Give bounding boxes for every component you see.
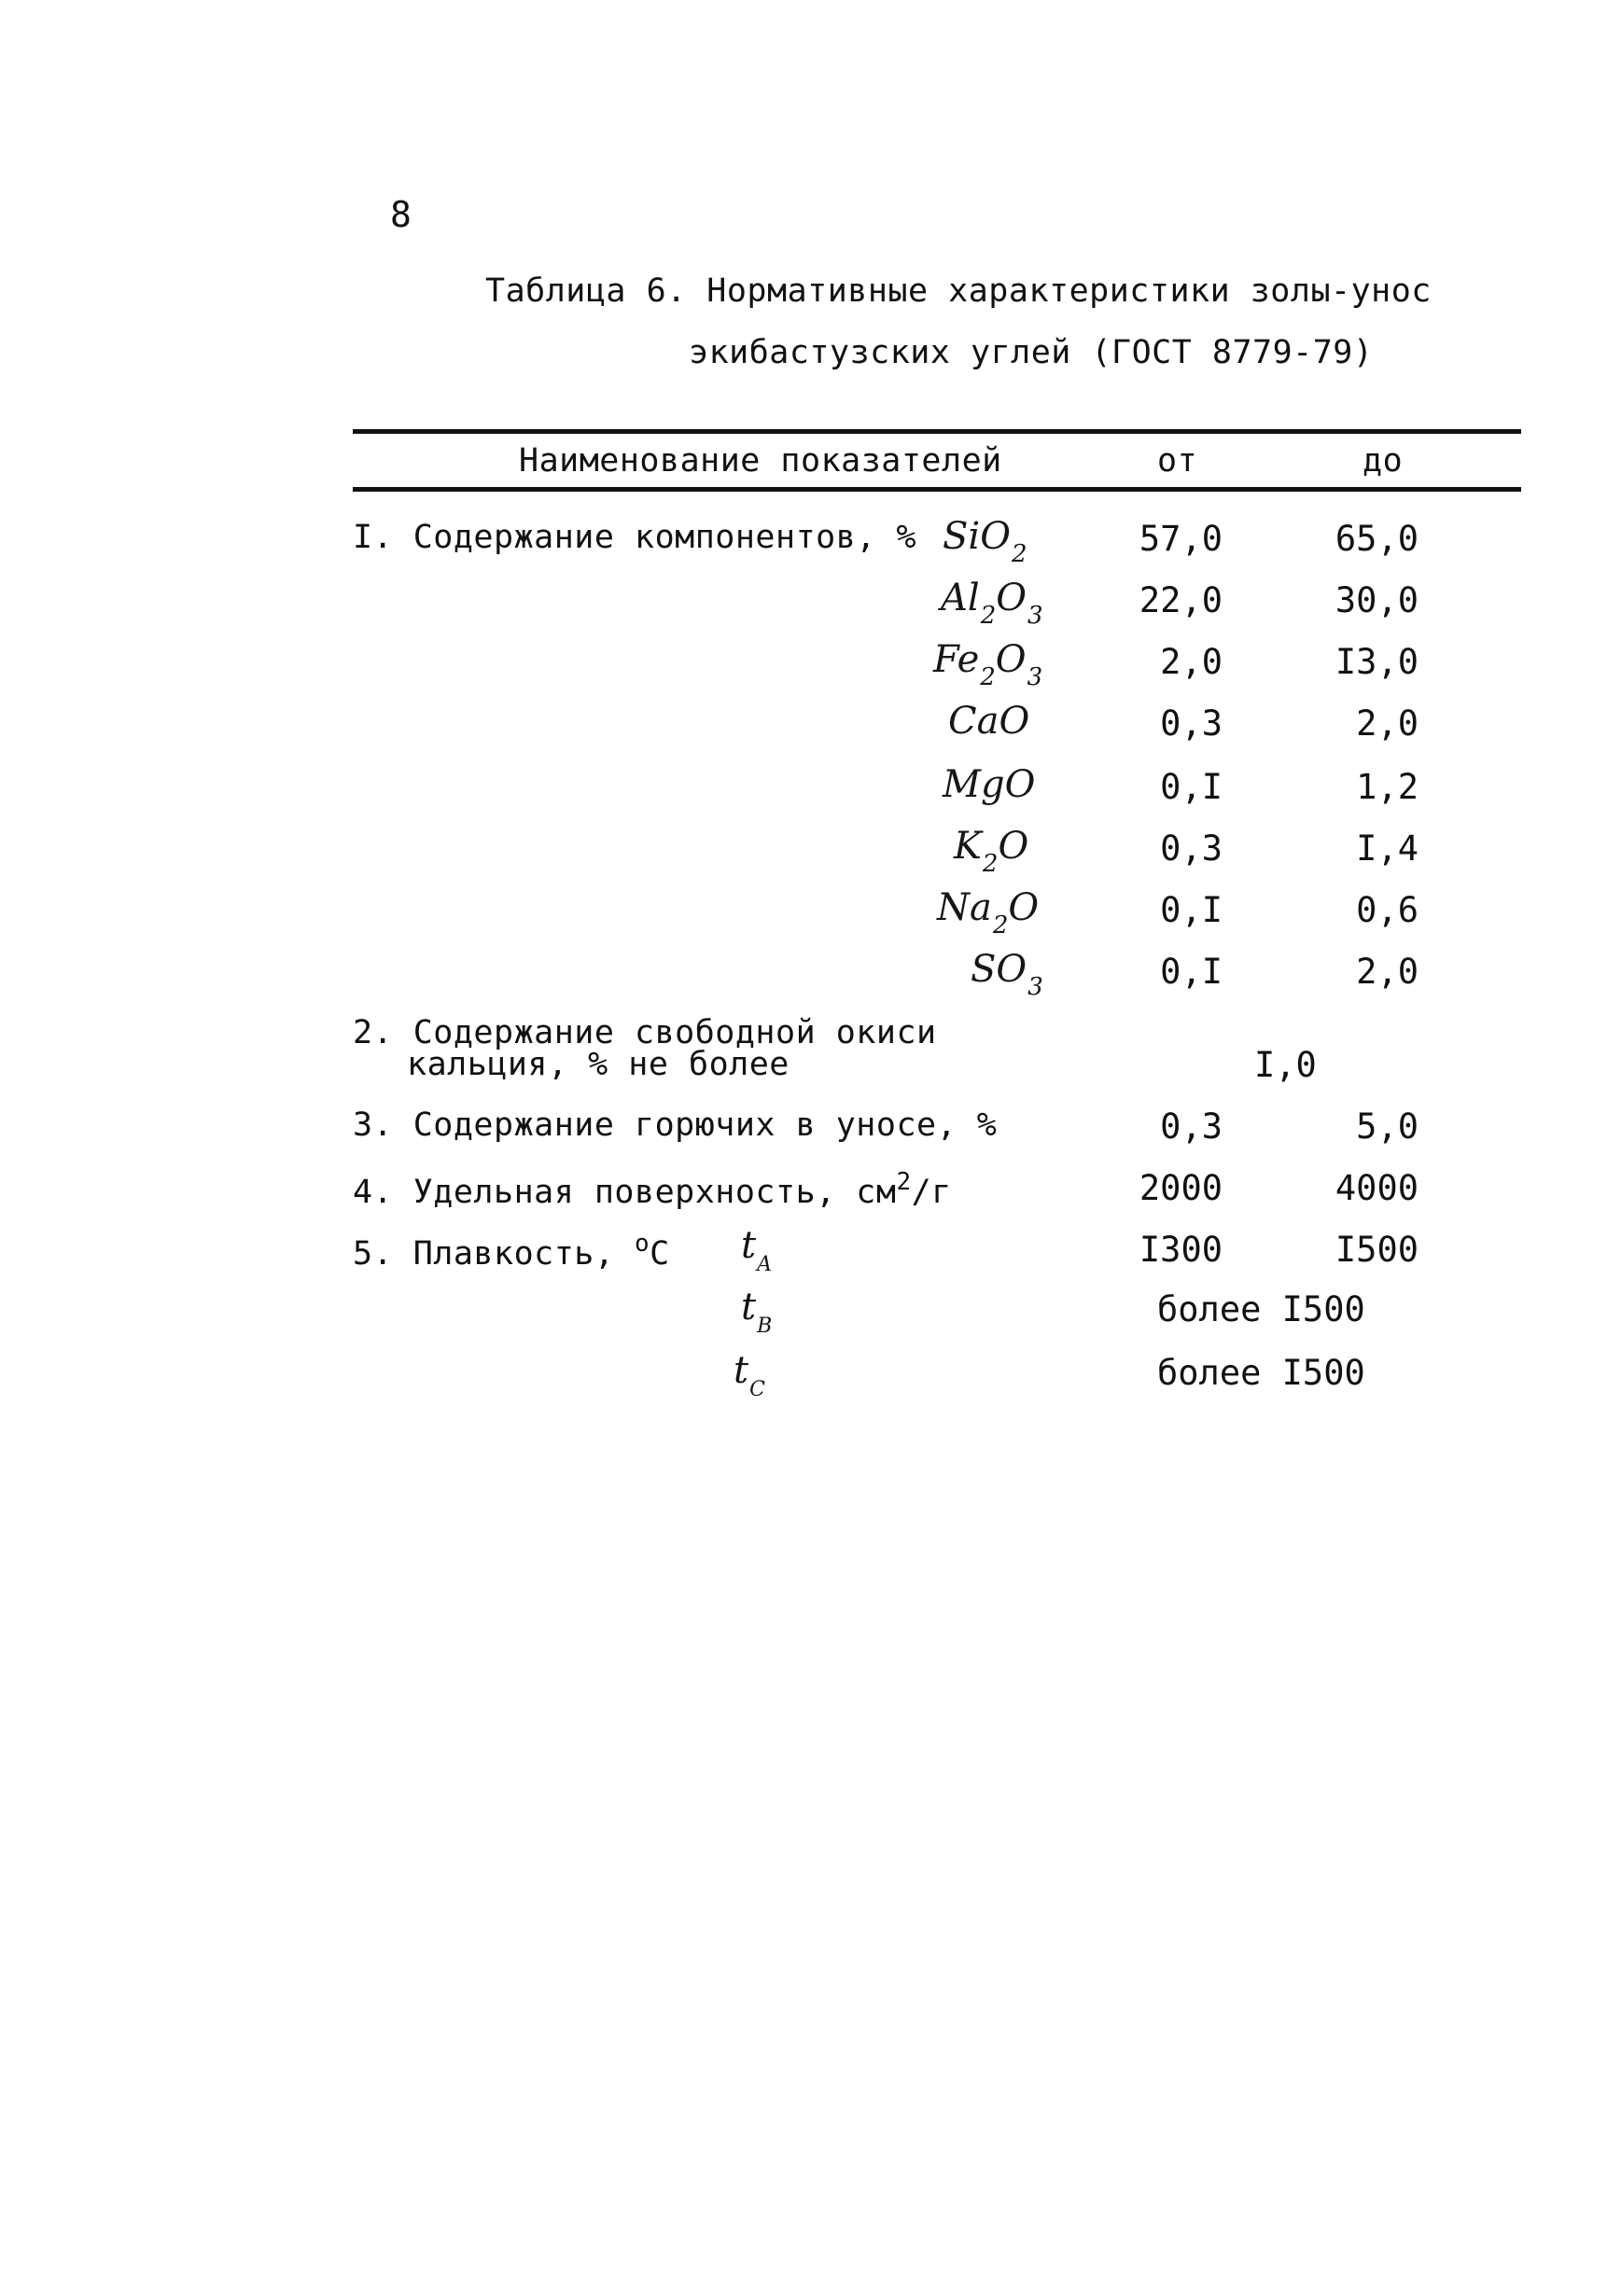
formula-so3: $SO_3$ bbox=[971, 948, 1043, 1001]
value-al2o3-to: 30,0 bbox=[1335, 580, 1418, 620]
value-cao-to: 2,0 bbox=[1356, 703, 1418, 744]
header-name: Наименование показателей bbox=[519, 442, 1002, 480]
temp-ta-to: I500 bbox=[1335, 1230, 1418, 1270]
row5-label: 5. Плавкость, $^o$C bbox=[353, 1230, 670, 1273]
value-so3-from: 0,I bbox=[1160, 952, 1223, 992]
header-from: от bbox=[1157, 442, 1198, 480]
formula-k2o: $K_2O$ bbox=[954, 825, 1029, 878]
formula-fe2o3: $Fe_2O_3$ bbox=[933, 638, 1043, 691]
value-mgo-from: 0,I bbox=[1160, 767, 1223, 807]
value-al2o3-from: 22,0 bbox=[1139, 580, 1223, 620]
value-cao-from: 0,3 bbox=[1160, 703, 1223, 744]
value-fe2o3-from: 2,0 bbox=[1160, 642, 1223, 682]
formula-mgo: MgO bbox=[943, 763, 1036, 806]
temp-tc-value: более I500 bbox=[1157, 1353, 1365, 1393]
value-k2o-to: I,4 bbox=[1356, 828, 1418, 869]
formula-sio2: SiO$_2$ bbox=[943, 515, 1027, 568]
header-to: до bbox=[1362, 442, 1404, 480]
value-k2o-from: 0,3 bbox=[1160, 828, 1223, 869]
temp-ta: $t_A$ bbox=[741, 1224, 772, 1276]
temp-ta-from: I300 bbox=[1139, 1230, 1223, 1270]
value-sio2-to: 65,0 bbox=[1335, 519, 1418, 559]
row4-to: 4000 bbox=[1335, 1168, 1418, 1208]
table-caption-line1: Таблица 6. Нормативные характеристики золы-унос bbox=[485, 272, 1432, 310]
value-fe2o3-to: I3,0 bbox=[1335, 642, 1418, 682]
row4-from: 2000 bbox=[1139, 1168, 1223, 1208]
formula-al2o3: $Al_2O_3$ bbox=[941, 577, 1043, 630]
value-na2o-from: 0,I bbox=[1160, 890, 1223, 930]
value-sio2-from: 57,0 bbox=[1139, 519, 1223, 559]
value-mgo-to: 1,2 bbox=[1356, 767, 1418, 807]
value-so3-to: 2,0 bbox=[1356, 952, 1418, 992]
row2-label-line1: 2. Содержание свободной окиси bbox=[353, 1014, 937, 1051]
row1-label: I. Содержание компонентов, % bbox=[353, 519, 917, 556]
value-na2o-to: 0,6 bbox=[1356, 890, 1418, 930]
formula-cao: CaO bbox=[948, 700, 1030, 743]
temp-tc: $t_C$ bbox=[734, 1349, 765, 1401]
row3-label: 3. Содержание горючих в уносе, % bbox=[353, 1106, 998, 1144]
formula-na2o: $Na_2O$ bbox=[937, 886, 1040, 939]
table-header-rule bbox=[353, 487, 1521, 492]
table-top-rule bbox=[353, 429, 1521, 434]
row3-from: 0,3 bbox=[1160, 1106, 1223, 1147]
row4-label: 4. Удельная поверхность, $см^2/г$ bbox=[353, 1168, 952, 1211]
temp-tb: $t_B$ bbox=[741, 1286, 773, 1338]
page-number: 8 bbox=[390, 194, 412, 235]
row3-to: 5,0 bbox=[1356, 1106, 1418, 1147]
temp-tb-value: более I500 bbox=[1157, 1289, 1365, 1329]
row2-value: I,0 bbox=[1254, 1045, 1317, 1085]
row2-label-line2: кальция, % не более bbox=[407, 1046, 790, 1083]
table-caption-line2: экибастузских углей (ГОСТ 8779-79) bbox=[689, 334, 1374, 371]
